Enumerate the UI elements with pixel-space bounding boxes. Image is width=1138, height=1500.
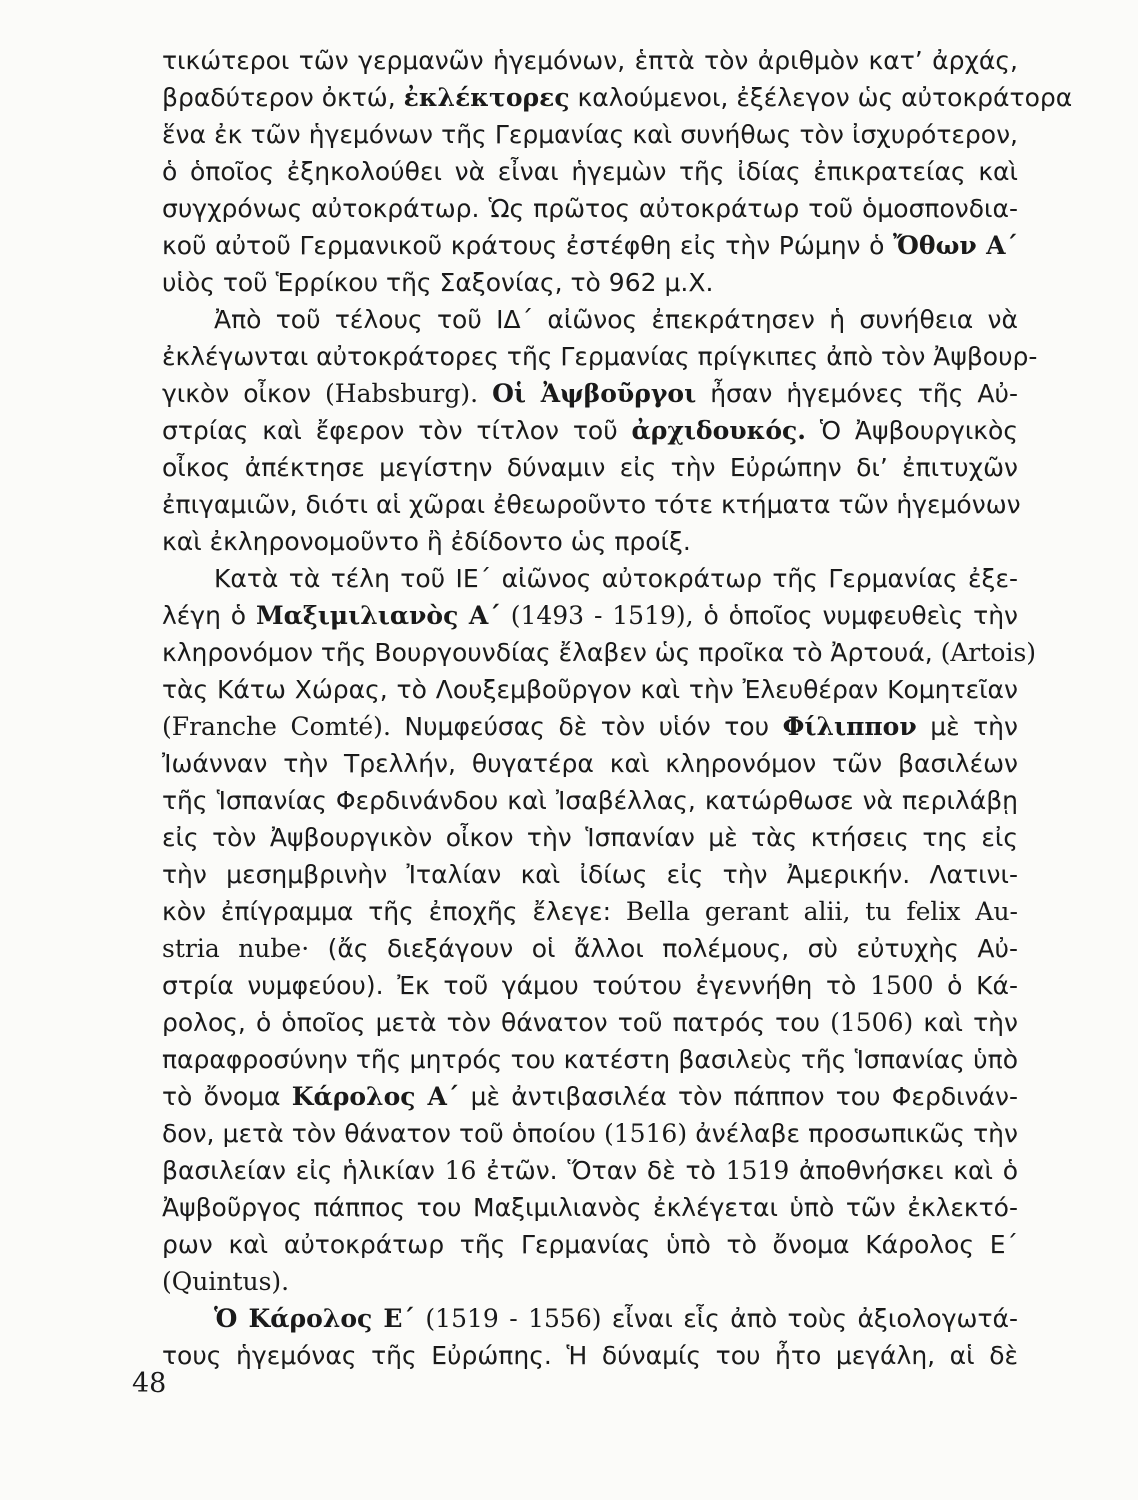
text-span: Ὁ Ἀψβουργικὸς xyxy=(805,416,1018,445)
latin-text: 1500 xyxy=(869,971,934,1000)
text-line xyxy=(162,42,1018,79)
text-line xyxy=(162,782,1018,819)
text-line xyxy=(162,1189,1018,1226)
text-line xyxy=(162,486,1021,523)
text-span: ἐκλέγωνται αὐτοκράτορες τῆς Γερμανίας πρίγκιπες ἀπὸ τὸν Ἀψβουρ- xyxy=(162,342,1038,371)
latin-text: (1516) xyxy=(603,1119,688,1148)
text-span: τὴν μεσημβρινὴν Ἰταλίαν καὶ ἰδίως εἰς τὴν Ἀμερικήν. Λατινι- xyxy=(162,860,1018,889)
text-line xyxy=(162,856,1018,893)
body-text xyxy=(162,42,1073,1374)
text-span: ἀποθνήσκει καὶ ὁ xyxy=(789,1156,1018,1185)
bold-term: Ὁ Κάρολος Ε΄ xyxy=(214,1304,415,1333)
text-span: ἕνα ἐκ τῶν ἡγεμόνων τῆς Γερμανίας καὶ συνήθως τὸν ἰσχυρότερον, xyxy=(162,120,1018,149)
text-span: εἶναι εἷς ἀπὸ τοὺς ἀξιολογωτά- xyxy=(601,1304,1018,1333)
text-span: ἐτῶν. Ὅταν δὲ τὸ xyxy=(476,1156,726,1185)
text-span: τὰς Κάτω Χώρας, τὸ Λουξεμβοῦργον καὶ τὴν Ἐλευθέραν Κομητεῖαν xyxy=(162,675,1018,704)
text-line xyxy=(162,708,1018,745)
latin-text: 1519 xyxy=(725,1156,790,1185)
text-line xyxy=(162,190,1018,227)
bold-term: Φίλιππον xyxy=(782,712,917,741)
text-span xyxy=(501,601,511,630)
text-span: ἐπιγαμιῶν, διότι αἱ χῶραι ἐθεωροῦντο τότε κτήματα τῶν ἡγεμόνων xyxy=(162,490,1021,519)
text-span: στρία νυμφεύου). Ἐκ τοῦ γάμου τούτου ἐγεννήθη τὸ xyxy=(162,971,870,1000)
latin-text: (Quintus). xyxy=(162,1267,290,1296)
text-span: τικώτεροι τῶν γερμανῶν ἡγεμόνων, ἑπτὰ τὸν ἀριθμὸν κατ’ ἀρχάς, xyxy=(162,46,1018,75)
text-span: καὶ ἐκληρονομοῦντο ἢ ἐδίδοντο ὡς προίξ. xyxy=(162,527,691,556)
text-span: καλούμενοι, ἐξέλεγον ὡς αὐτοκράτορα xyxy=(569,83,1073,112)
text-span: γικὸν οἶκον xyxy=(162,379,326,408)
text-span: συγχρόνως αὐτοκράτωρ. Ὡς πρῶτος αὐτοκράτωρ τοῦ ὁμοσπονδια- xyxy=(162,194,1018,223)
text-line xyxy=(162,1226,1018,1263)
text-line xyxy=(162,930,1018,967)
text-line xyxy=(162,1078,1018,1115)
text-span: ἦσαν ἡγεμόνες τῆς Αὐ- xyxy=(696,379,1018,408)
text-span: υἱὸς τοῦ Ἑρρίκου τῆς Σαξονίας, τὸ 962 μ.Χ. xyxy=(162,268,714,297)
latin-text: (1506) xyxy=(830,1008,914,1037)
latin-text: (Artois) xyxy=(940,638,1037,667)
text-span: ὁ ὁποῖος ἐξηκολούθει νὰ εἶναι ἡγεμὼν τῆς ἰδίας ἐπικρατείας καὶ xyxy=(162,157,1018,186)
text-span: κληρονόμον τῆς Βουργουνδίας ἔλαβεν ὡς προῖκα τὸ Ἀρτουά, xyxy=(162,638,941,667)
latin-text: 16 xyxy=(444,1156,477,1185)
text-span: τὸ ὄνομα xyxy=(162,1082,292,1111)
text-line xyxy=(162,560,1018,597)
text-line xyxy=(162,227,1018,264)
page-number: 48 xyxy=(132,1368,167,1399)
text-line xyxy=(162,375,1018,412)
text-line xyxy=(162,301,1018,338)
text-line xyxy=(162,153,1018,190)
bold-term: Οἱ Ἀψβοῦργοι xyxy=(492,379,697,408)
text-line xyxy=(162,449,1018,486)
text-span: Κατὰ τὰ τέλη τοῦ ΙΕ΄ αἰῶνος αὐτοκράτωρ τῆς Γερμανίας ἐξε- xyxy=(214,564,1018,593)
text-span: Ἀπὸ τοῦ τέλους τοῦ ΙΔ΄ αἰῶνος ἐπεκράτησεν ἡ συνήθεια νὰ xyxy=(214,305,1018,334)
text-line xyxy=(162,116,1018,153)
text-span: παραφροσύνην τῆς μητρός του κατέστη βασιλεὺς τῆς Ἱσπανίας ὑπὸ xyxy=(162,1045,1018,1074)
text-line xyxy=(162,1041,1018,1078)
text-span: λέγη ὁ xyxy=(162,601,256,630)
latin-text: (Habsburg). xyxy=(325,379,479,408)
bold-term: Ὄθων Α΄ xyxy=(893,231,1018,260)
latin-text: (1519 - 1556) xyxy=(425,1304,602,1333)
text-span: ἀνέλαβε προσωπικῶς τὴν xyxy=(687,1119,1018,1148)
text-span: βραδύτερον ὀκτώ, xyxy=(162,83,404,112)
text-line xyxy=(162,412,1018,449)
text-line xyxy=(162,597,1018,634)
text-line xyxy=(162,264,1018,301)
text-line xyxy=(162,1300,1018,1337)
text-span xyxy=(415,1304,425,1333)
text-span xyxy=(478,379,492,408)
text-span: ρων καὶ αὐτοκράτωρ τῆς Γερμανίας ὑπὸ τὸ ὄνομα Κάρολος Ε΄ xyxy=(162,1230,1018,1259)
text-span: στρίας καὶ ἔφερον τὸν τίτλον τοῦ xyxy=(162,416,632,445)
text-span: μὲ ἀντιβασιλέα τὸν πάππον του Φερδινάν- xyxy=(459,1082,1018,1111)
text-line xyxy=(162,634,1037,671)
text-span: Νυμφεύσας δὲ τὸν υἱόν του xyxy=(390,712,783,741)
text-span: οἶκος ἀπέκτησε μεγίστην δύναμιν εἰς τὴν Εὐρώπην δι’ ἐπιτυχῶν xyxy=(162,453,1018,482)
text-line xyxy=(162,1263,1018,1300)
latin-text: Bella gerant alii, tu felix Au- xyxy=(625,897,1018,926)
text-span: (ἄς διεξάγουν οἱ ἄλλοι πολέμους, σὺ εὐτυχὴς Αὐ- xyxy=(309,934,1018,963)
text-line xyxy=(162,819,1018,856)
bold-term: ἐκλέκτορες xyxy=(403,83,570,112)
text-span: Ἰωάνναν τὴν Τρελλήν, θυγατέρα καὶ κληρονόμον τῶν βασιλέων xyxy=(162,749,1018,778)
text-line xyxy=(162,523,1018,560)
text-span: καὶ τὴν xyxy=(913,1008,1018,1037)
bold-term: Μαξιμιλιανὸς Α΄ xyxy=(255,601,501,630)
text-line xyxy=(162,967,1018,1004)
latin-text: stria nube· xyxy=(162,934,310,963)
text-span: κὸν ἐπίγραμμα τῆς ἐποχῆς ἔλεγε: xyxy=(162,897,626,926)
latin-text: (1493 - 1519), xyxy=(510,601,694,630)
text-line xyxy=(162,1004,1018,1041)
text-span: τῆς Ἱσπανίας Φερδινάνδου καὶ Ἰσαβέλλας, κατώρθωσε νὰ περιλάβῃ xyxy=(162,786,1018,815)
text-line xyxy=(162,745,1018,782)
text-span: τους ἡγεμόνας τῆς Εὐρώπης. Ἡ δύναμίς του ἦτο μεγάλη, αἱ δὲ xyxy=(162,1341,1018,1370)
text-span: ὁ ὁποῖος νυμφευθεὶς τὴν xyxy=(693,601,1019,630)
text-line xyxy=(162,893,1018,930)
text-span: ρολος, ὁ ὁποῖος μετὰ τὸν θάνατον τοῦ πατρός του xyxy=(162,1008,831,1037)
bold-term: Κάρολος Α΄ xyxy=(291,1082,460,1111)
text-line xyxy=(162,79,1073,116)
text-line xyxy=(162,671,1018,708)
text-span: ὁ Κά- xyxy=(933,971,1018,1000)
text-line xyxy=(162,1152,1018,1189)
text-span: Ἀψβοῦργος πάππος του Μαξιμιλιανὸς ἐκλέγεται ὑπὸ τῶν ἐκλεκτό- xyxy=(162,1193,1018,1222)
text-line xyxy=(162,1115,1018,1152)
text-span: κοῦ αὐτοῦ Γερμανικοῦ κράτους ἐστέφθη εἰς τὴν Ρώμην ὁ xyxy=(162,231,894,260)
text-span: βασιλείαν εἰς ἡλικίαν xyxy=(162,1156,445,1185)
bold-term: ἀρχιδουκός. xyxy=(631,416,806,445)
latin-text: (Franche Comté). xyxy=(162,712,391,741)
text-span: μὲ τὴν xyxy=(916,712,1018,741)
text-span: δον, μετὰ τὸν θάνατον τοῦ ὁποίου xyxy=(162,1119,604,1148)
text-line xyxy=(162,1337,1018,1374)
text-line xyxy=(162,338,1038,375)
text-span: εἰς τὸν Ἀψβουργικὸν οἶκον τὴν Ἱσπανίαν μὲ τὰς κτήσεις της εἰς xyxy=(162,823,1018,852)
